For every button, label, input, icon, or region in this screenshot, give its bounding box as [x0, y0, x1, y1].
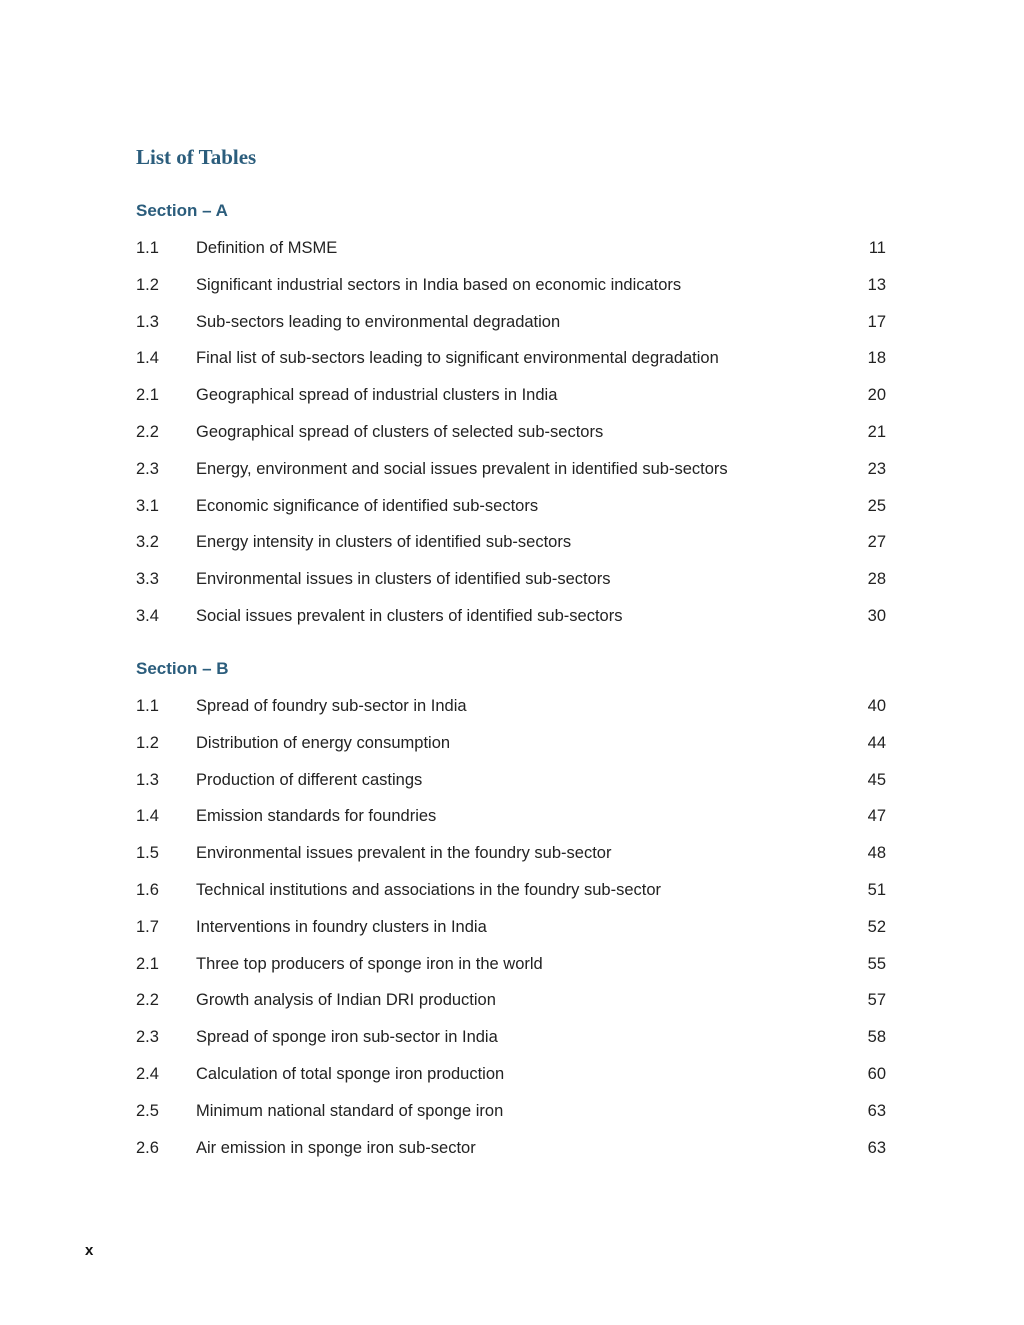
- toc-entry-number: 3.4: [136, 606, 159, 625]
- toc-entry-number: 3.2: [136, 533, 159, 552]
- toc-entry-title: Definition of MSME: [196, 239, 338, 257]
- toc-entry-page: 25: [867, 496, 886, 515]
- toc-entry-title: Distribution of energy consumption: [196, 733, 451, 752]
- toc-entry[interactable]: [136, 768, 886, 792]
- toc-entry-number: 2.2: [136, 991, 159, 1010]
- toc-entry-title: Technical institutions and associations in the foundry sub-sector: [196, 880, 662, 899]
- toc-entry-number: 1.7: [136, 917, 159, 936]
- toc-entry-number: 2.1: [136, 954, 159, 973]
- toc-entry-page: 13: [867, 275, 886, 294]
- toc-list: [136, 694, 886, 1160]
- toc-entry-page: 21: [867, 422, 886, 441]
- toc-entry[interactable]: [136, 420, 886, 444]
- toc-entry-page: 20: [867, 386, 886, 405]
- toc-entry[interactable]: [136, 878, 886, 902]
- toc-entry-title: Final list of sub-sectors leading to significant environmental degradation: [196, 349, 719, 368]
- toc-entry-number: 2.1: [136, 386, 159, 405]
- toc-list: [136, 236, 886, 628]
- toc-entry-page: 58: [867, 1028, 886, 1047]
- toc-entry[interactable]: [136, 273, 886, 297]
- toc-entry[interactable]: [136, 694, 886, 718]
- toc-entry[interactable]: [136, 731, 886, 755]
- toc-entry-page: 45: [867, 770, 886, 789]
- toc-entry-title: Emission standards for foundries: [196, 807, 437, 826]
- toc-entry-number: 2.5: [136, 1101, 159, 1120]
- toc-entry-page: 44: [867, 733, 886, 752]
- toc-entry-page: 17: [867, 312, 886, 331]
- toc-entry[interactable]: [136, 236, 886, 260]
- toc-entry[interactable]: [136, 457, 886, 481]
- toc-entry-page: 40: [867, 697, 886, 715]
- toc-entry-number: 1.4: [136, 807, 159, 826]
- toc-entry-title: Environmental issues in clusters of identified sub-sectors: [196, 570, 611, 589]
- toc-entry-number: 3.1: [136, 496, 159, 515]
- toc-entry-number: 1.4: [136, 349, 159, 368]
- toc-entry-title: Environmental issues prevalent in the foundry sub-sector: [196, 844, 612, 863]
- toc-entry-title: Air emission in sponge iron sub-sector: [196, 1138, 476, 1157]
- page-title: List of Tables: [136, 145, 257, 169]
- toc-entry-title: Calculation of total sponge iron production: [196, 1064, 505, 1083]
- toc-entry-number: 2.3: [136, 459, 159, 478]
- toc-entry-number: 1.2: [136, 275, 159, 294]
- toc-entry-title: Spread of sponge iron sub-sector in India: [196, 1028, 498, 1047]
- toc-entry-page: 60: [867, 1064, 886, 1083]
- toc-entry[interactable]: [136, 494, 886, 518]
- toc-entry[interactable]: [136, 952, 886, 976]
- toc-entry-title: Three top producers of sponge iron in the world: [196, 954, 543, 973]
- toc-entry-title: Social issues prevalent in clusters of identified sub-sectors: [196, 606, 623, 625]
- toc-entry[interactable]: [136, 604, 886, 628]
- section-heading: Section – A: [136, 201, 228, 220]
- toc-entry[interactable]: [136, 988, 886, 1012]
- toc-entry-title: Significant industrial sectors in India based on economic indicators: [196, 275, 682, 294]
- toc-entry-title: Geographical spread of clusters of selected sub-sectors: [196, 422, 604, 441]
- toc-entry-page: 63: [867, 1101, 886, 1120]
- toc-entry-title: Interventions in foundry clusters in India: [196, 917, 487, 936]
- toc-entry-number: 2.6: [136, 1138, 159, 1157]
- toc-entry[interactable]: [136, 1136, 886, 1160]
- toc-entry-title: Spread of foundry sub-sector in India: [196, 697, 467, 715]
- toc-entry-number: 1.3: [136, 312, 159, 331]
- toc-entry-title: Minimum national standard of sponge iron: [196, 1101, 504, 1120]
- toc-entry-page: 47: [867, 807, 886, 826]
- page-number: x: [85, 1242, 94, 1259]
- toc-entry-title: Production of different castings: [196, 770, 423, 789]
- toc-entry[interactable]: [136, 1099, 886, 1123]
- section-heading: Section – B: [136, 659, 229, 678]
- section-a: [136, 199, 886, 628]
- toc-entry-page: 27: [867, 533, 886, 552]
- toc-entry-number: 3.3: [136, 570, 159, 589]
- toc-entry[interactable]: [136, 567, 886, 591]
- toc-entry[interactable]: [136, 383, 886, 407]
- toc-entry[interactable]: [136, 915, 886, 939]
- toc-entry-number: 2.2: [136, 422, 159, 441]
- toc-entry-title: Geographical spread of industrial clusters in India: [196, 386, 558, 405]
- toc-entry-page: 28: [867, 570, 886, 589]
- toc-entry-page: 23: [867, 459, 886, 478]
- toc-entry[interactable]: [136, 310, 886, 334]
- toc-entry-page: 57: [867, 991, 886, 1010]
- toc-entry-page: 55: [867, 954, 886, 973]
- toc-entry[interactable]: [136, 346, 886, 370]
- section-b: [136, 657, 886, 1160]
- toc-entry-page: 18: [867, 349, 886, 368]
- toc-entry[interactable]: [136, 841, 886, 865]
- toc-entry-number: 1.6: [136, 880, 159, 899]
- toc-entry-title: Sub-sectors leading to environmental degradation: [196, 312, 561, 331]
- toc-entry-title: Growth analysis of Indian DRI production: [196, 991, 496, 1010]
- toc-entry-page: 48: [867, 844, 886, 863]
- toc-entry-number: 1.1: [136, 239, 159, 257]
- toc-entry[interactable]: [136, 530, 886, 554]
- toc-entry-page: 63: [867, 1138, 886, 1157]
- toc-entry-number: 2.4: [136, 1064, 159, 1083]
- toc-entry[interactable]: [136, 1062, 886, 1086]
- toc-entry-title: Energy intensity in clusters of identified sub-sectors: [196, 533, 572, 552]
- toc-entry-page: 11: [868, 239, 886, 257]
- toc-entry-title: Economic significance of identified sub-sectors: [196, 496, 539, 515]
- toc-entry-page: 51: [867, 880, 886, 899]
- toc-entry-number: 1.5: [136, 844, 159, 863]
- toc-entry-number: 1.3: [136, 770, 159, 789]
- toc-entry[interactable]: [136, 804, 886, 828]
- toc-entry-page: 52: [867, 917, 886, 936]
- toc-entry-page: 30: [867, 606, 886, 625]
- toc-entry-title: Energy, environment and social issues prevalent in identified sub-sectors: [196, 459, 728, 478]
- toc-entry-number: 1.2: [136, 733, 159, 752]
- toc-entry-number: 1.1: [136, 697, 159, 715]
- toc-entry[interactable]: [136, 1025, 886, 1049]
- toc-entry-number: 2.3: [136, 1028, 159, 1047]
